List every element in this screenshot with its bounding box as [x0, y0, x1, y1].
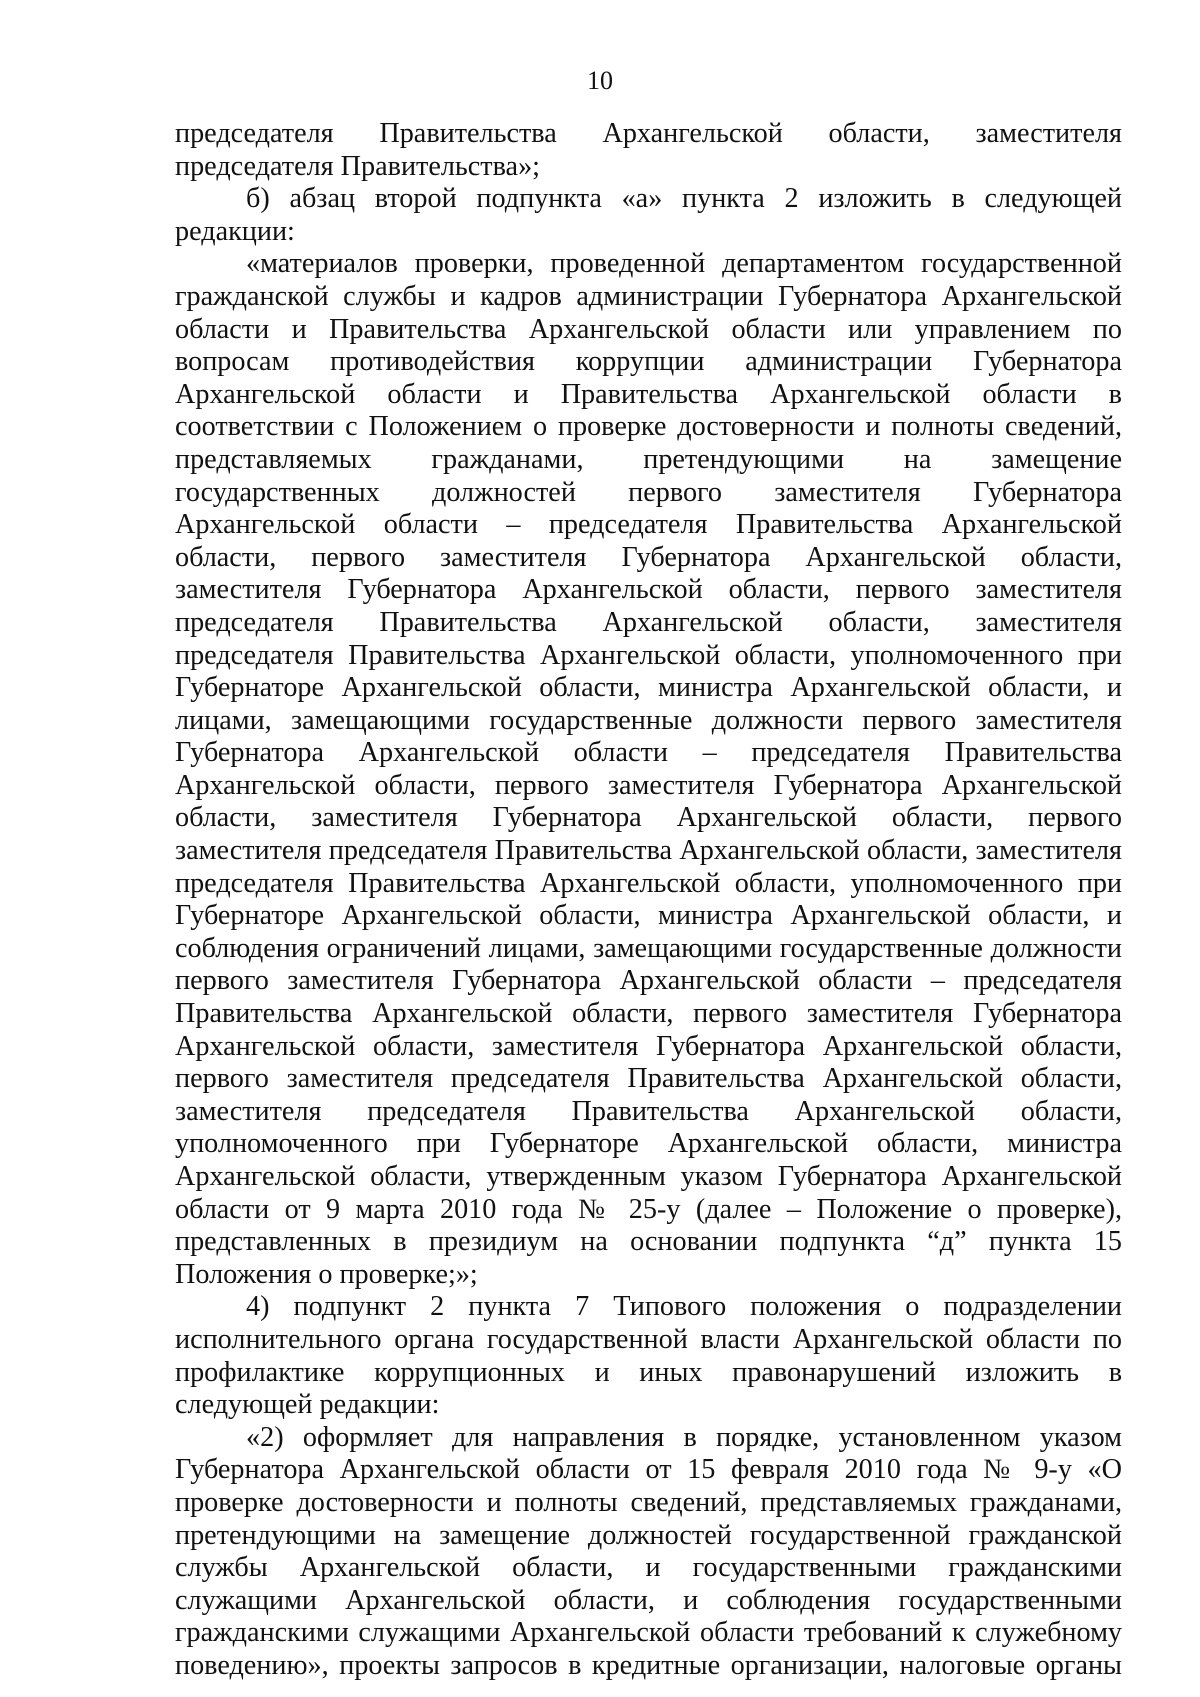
paragraph-item-4: 4) подпункт 2 пункта 7 Типового положения о подразделении исполнительного органа государственной власти Архангельской области по профилактике коррупционных и иных правонарушений изложить в следующей редакции:	[175, 1291, 1122, 1421]
page-number: 10	[587, 66, 613, 95]
document-body	[175, 118, 1122, 1683]
paragraph-item-b: б) абзац второй подпункта «а» пункта 2 изложить в следующей редакции:	[175, 183, 1122, 247]
paragraph-quoted-subitem-2: «2) оформляет для направления в порядке, установленном указом Губернатора Архангельской области от 15 февраля 2010 года № 9-у «О проверке достоверности и полноты сведений, представляемых гражданами, претендующими на замещение должностей государственной гражданской службы Архангельской области, и государственными гражданскими служащими Архангельской области, и соблюдения государственными гражданскими служащими Архангельской области требований к служебному поведению», проекты запросов в кредитные организации, налоговые органы	[175, 1421, 1122, 1681]
paragraph-continuation: председателя Правительства Архангельской области, заместителя председателя Правительства»;	[175, 118, 1122, 182]
paragraph-quoted-materials: «материалов проверки, проведенной департаментом государственной гражданской службы и кадров администрации Губернатора Архангельской области и Правительства Архангельской области или управлением по вопросам противодействия коррупции администрации Губернатора Архангельской области и Правительства Архангельской области в соответствии с Положением о проверке достоверности и полноты сведений, представляемых гражданами, претендующими на замещение государственных должностей первого заместителя Губернатора Архангельской области – председателя Правительства Архангельской области, первого заместителя Губернатора Архангельской области, заместителя Губернатора Архангельской области, первого заместителя председателя Правительства Архангельской области, заместителя председателя Правительства Архангельской области, уполномоченного при Губернаторе Архангельской области, министра Архангельской области, и лицами, замещающими государственные должности первого заместителя Губернатора Архангельской области – председателя Правительства Архангельской области, первого заместителя Губернатора Архангельской области, заместителя Губернатора Архангельской области, первого заместителя председателя Правительства Архангельской области, заместителя председателя Правительства Архангельской области, уполномоченного при Губернаторе Архангельской области, министра Архангельской области, и соблюдения ограничений лицами, замещающими государственные должности первого заместителя Губернатора Архангельской области – председателя Правительства Архангельской области, первого заместителя Губернатора Архангельской области, заместителя Губернатора Архангельской области, первого заместителя председателя Правительства Архангельской области, заместителя председателя Правительства Архангельской области, уполномоченного при Губернаторе Архангельской области, министра Архангельской области, утвержденным указом Губернатора Архангельской области от 9 марта 2010 года № 25-у (далее – Положение о проверке), представленных в президиум на основании подпункта “д” пункта 15 Положения о проверке;»;	[175, 248, 1122, 1290]
